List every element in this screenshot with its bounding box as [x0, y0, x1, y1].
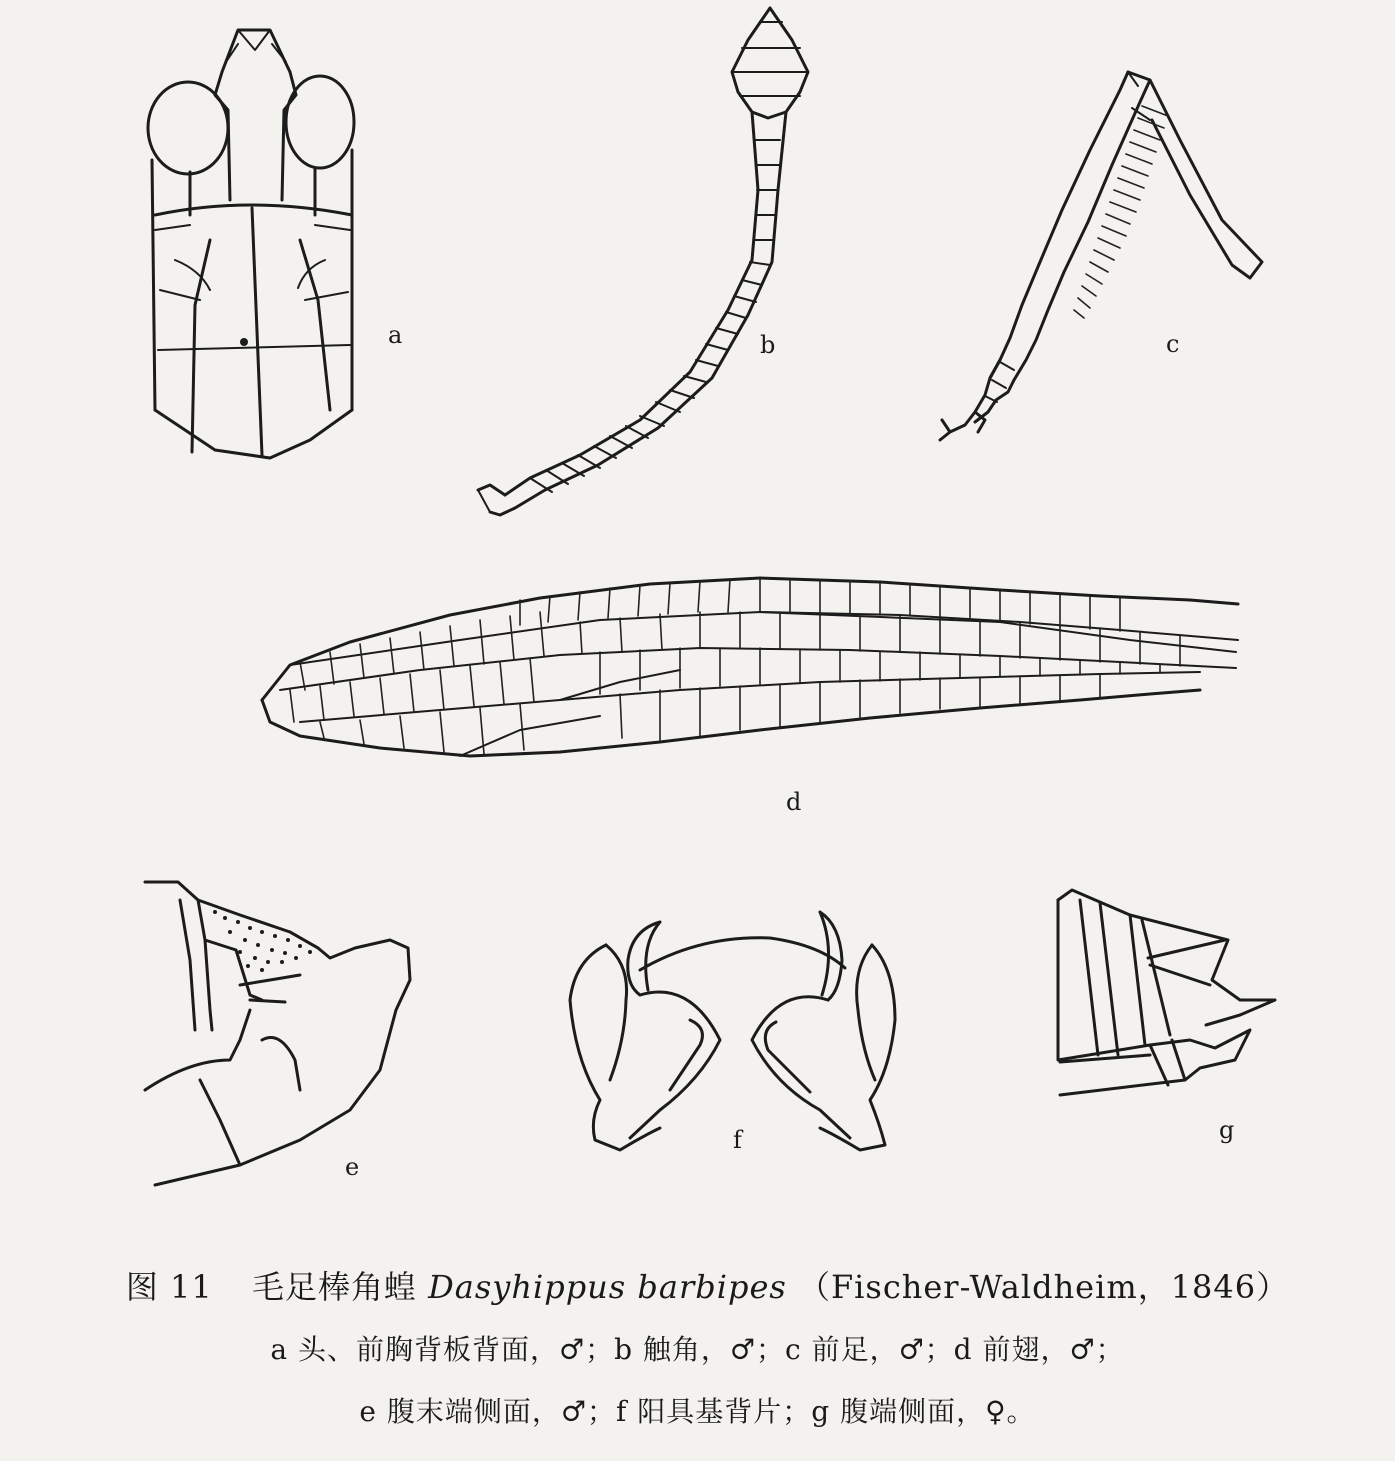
panel-label-a: a: [388, 321, 403, 349]
caption-title: [20, 1262, 1395, 1308]
drawing-f-epiphallus: [570, 912, 895, 1150]
drawing-b-antenna: [478, 8, 808, 515]
panel-label-b: b: [760, 331, 776, 359]
scientific-species-name: Dasyhippus barbipes: [428, 1268, 787, 1306]
panel-label-f: f: [733, 1126, 742, 1154]
species-authority: （Fischer-Waldheim，1846）: [797, 1268, 1290, 1306]
drawing-g-abdomen-tip-female: [1058, 890, 1275, 1095]
drawing-d-forewing: [262, 578, 1238, 756]
panel-label-e: e: [345, 1153, 360, 1181]
drawing-c-foreleg: [940, 72, 1262, 440]
drawing-e-abdomen-tip-male: [145, 882, 410, 1185]
figure-caption: [0, 1262, 1395, 1430]
caption-panels-line-1: a 头、前胸背板背面，♂；b 触角，♂；c 前足，♂；d 前翅，♂；: [270, 1333, 1125, 1366]
panel-label-d: d: [786, 788, 802, 816]
panel-label-c: c: [1166, 330, 1180, 358]
caption-panels-line-2: e 腹末端侧面，♂；f 阳具基背片；g 腹端侧面，♀。: [359, 1395, 1036, 1428]
drawing-a-head-pronotum: [148, 30, 354, 458]
chinese-species-name: 毛足棒角蝗: [251, 1268, 417, 1306]
panel-label-g: g: [1219, 1116, 1235, 1144]
figure-number: 图 11: [125, 1268, 213, 1306]
